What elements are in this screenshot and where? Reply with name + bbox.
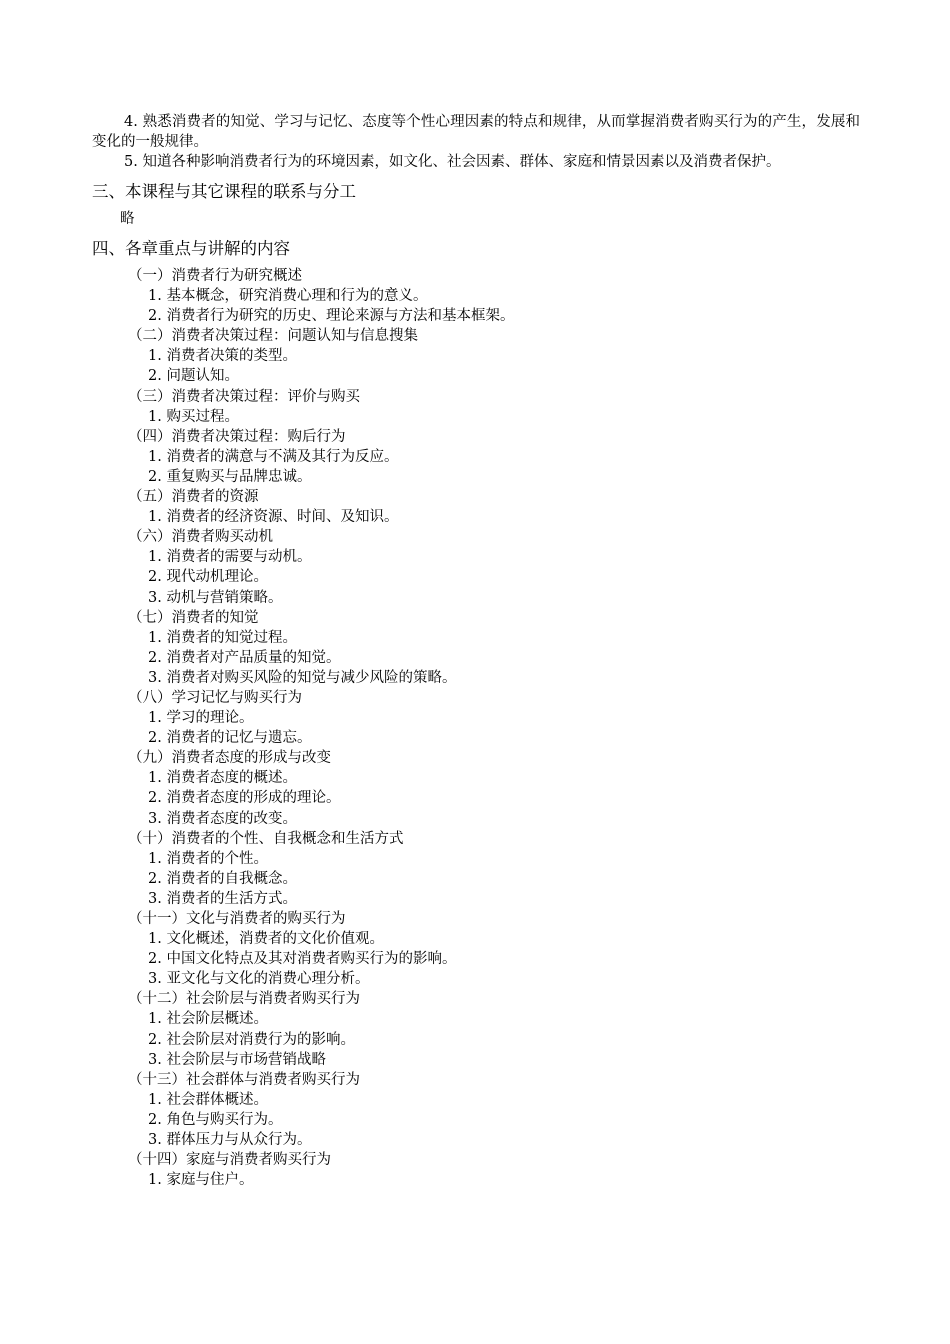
objective-paragraph-5: 5. 知道各种影响消费者行为的环境因素，如文化、社会因素、群体、家庭和情景因素以及消费者保护。 xyxy=(124,154,781,170)
chapter-point: 2. 重复购买与品牌忠诚。 xyxy=(148,468,312,485)
chapter-point: 2. 社会阶层对消费行为的影响。 xyxy=(148,1031,355,1048)
chapter-point: 1. 消费者的满意与不满及其行为反应。 xyxy=(148,448,399,465)
chapter-title: （二）消费者决策过程：问题认知与信息搜集 xyxy=(128,328,418,345)
chapter-title: （三）消费者决策过程：评价与购买 xyxy=(128,388,360,405)
chapter-title: （一）消费者行为研究概述 xyxy=(128,268,302,284)
chapter-point: 2. 角色与购买行为。 xyxy=(148,1111,283,1128)
chapter-point: 1. 消费者态度的概述。 xyxy=(148,770,297,787)
chapter-point: 1. 学习的理论。 xyxy=(148,710,254,727)
chapter-point: 2. 中国文化特点及其对消费者购买行为的影响。 xyxy=(148,951,457,968)
chapter-title: （十二）社会阶层与消费者购买行为 xyxy=(128,991,360,1008)
chapter-point: 1. 社会阶层概述。 xyxy=(148,1011,268,1028)
chapter-point: 1. 基本概念，研究消费心理和行为的意义。 xyxy=(148,288,428,305)
chapter-title: （五）消费者的资源 xyxy=(128,489,259,506)
chapter-point: 1. 家庭与住户。 xyxy=(148,1172,254,1189)
chapter-point: 1. 社会群体概述。 xyxy=(148,1091,268,1108)
chapter-point: 3. 消费者对购买风险的知觉与减少风险的策略。 xyxy=(148,669,457,686)
chapter-point: 3. 社会阶层与市场营销战略 xyxy=(148,1051,326,1068)
chapter-point: 1. 消费者的需要与动机。 xyxy=(148,549,312,566)
chapter-point: 2. 消费者的记忆与遗忘。 xyxy=(148,730,312,747)
chapter-point: 2. 消费者的自我概念。 xyxy=(148,870,297,887)
chapter-point: 1. 消费者的经济资源、时间、及知识。 xyxy=(148,509,399,526)
chapter-title: （七）消费者的知觉 xyxy=(128,609,259,626)
chapter-title: （十）消费者的个性、自我概念和生活方式 xyxy=(128,830,404,847)
section-3-body: 略 xyxy=(120,211,135,227)
chapter-point: 1. 购买过程。 xyxy=(148,408,239,425)
section-3-heading: 三、本课程与其它课程的联系与分工 xyxy=(92,182,356,201)
chapter-point: 3. 群体压力与从众行为。 xyxy=(148,1132,312,1149)
chapter-point: 2. 消费者行为研究的历史、理论来源与方法和基本框架。 xyxy=(148,308,515,325)
chapter-point: 2. 问题认知。 xyxy=(148,368,239,385)
chapter-outline xyxy=(92,266,860,1190)
chapter-point: 1. 消费者的个性。 xyxy=(148,850,268,867)
chapter-title: （九）消费者态度的形成与改变 xyxy=(128,750,331,767)
chapter-title: （六）消费者购买动机 xyxy=(128,529,273,546)
objective-paragraph-4: 4. 熟悉消费者的知觉、学习与记忆、态度等个性心理因素的特点和规律，从而掌握消费者购买行为的产生，发展和变化的一般规律。 xyxy=(92,114,860,150)
chapter-point: 3. 消费者的生活方式。 xyxy=(148,890,297,907)
chapter-point: 3. 动机与营销策略。 xyxy=(148,589,283,606)
section-4-heading: 四、各章重点与讲解的内容 xyxy=(92,239,290,258)
chapter-point: 3. 消费者态度的改变。 xyxy=(148,810,297,827)
chapter-point: 2. 消费者态度的形成的理论。 xyxy=(148,790,341,807)
chapter-title: （十四）家庭与消费者购买行为 xyxy=(128,1152,331,1169)
chapter-point: 2. 消费者对产品质量的知觉。 xyxy=(148,649,341,666)
chapter-point: 2. 现代动机理论。 xyxy=(148,569,268,586)
chapter-title: （八）学习记忆与购买行为 xyxy=(128,689,302,706)
chapter-title: （四）消费者决策过程：购后行为 xyxy=(128,428,346,445)
chapter-title: （十一）文化与消费者的购买行为 xyxy=(128,911,346,927)
chapter-point: 1. 文化概述，消费者的文化价值观。 xyxy=(148,931,384,948)
chapter-point: 1. 消费者的知觉过程。 xyxy=(148,629,297,646)
chapter-point: 1. 消费者决策的类型。 xyxy=(148,348,297,365)
chapter-point: 3. 亚文化与文化的消费心理分析。 xyxy=(148,971,370,988)
document-page xyxy=(92,112,860,1190)
chapter-title: （十三）社会群体与消费者购买行为 xyxy=(128,1071,360,1088)
